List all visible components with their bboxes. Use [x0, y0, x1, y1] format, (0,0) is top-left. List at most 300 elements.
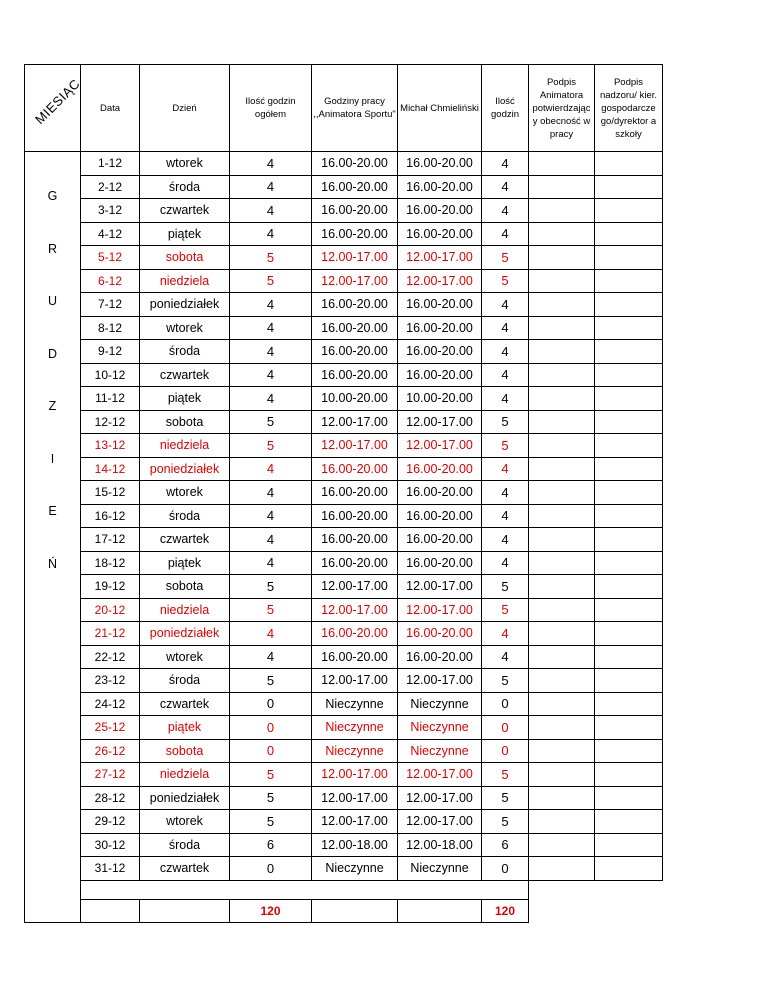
date-cell: 19-12 — [81, 575, 140, 599]
table-row — [25, 269, 663, 293]
person-hours-cell: 12.00-17.00 — [398, 763, 482, 787]
person-hours-cell: 12.00-18.00 — [398, 833, 482, 857]
table-row — [25, 551, 663, 575]
hours-count-cell: 0 — [482, 857, 529, 881]
hours-total-cell: 5 — [230, 598, 312, 622]
date-cell: 26-12 — [81, 739, 140, 763]
hours-count-cell: 5 — [482, 763, 529, 787]
table-row — [25, 669, 663, 693]
person-hours-cell: 16.00-20.00 — [398, 457, 482, 481]
table-row — [25, 387, 663, 411]
supervisor-signature-cell — [595, 669, 663, 693]
table-row — [25, 833, 663, 857]
date-cell: 18-12 — [81, 551, 140, 575]
supervisor-signature-cell — [595, 316, 663, 340]
hours-count-cell: 4 — [482, 340, 529, 364]
work-hours-cell: 16.00-20.00 — [312, 645, 398, 669]
work-hours-cell: 16.00-20.00 — [312, 340, 398, 364]
timesheet-table — [24, 64, 663, 923]
day-cell: wtorek — [140, 481, 230, 505]
blank-cell — [81, 880, 529, 899]
table-row — [25, 716, 663, 740]
hours-total-cell: 4 — [230, 152, 312, 176]
table-row — [25, 434, 663, 458]
person-hours-cell: Nieczynne — [398, 739, 482, 763]
person-hours-cell: Nieczynne — [398, 692, 482, 716]
supervisor-signature-cell — [595, 293, 663, 317]
hours-total-cell: 0 — [230, 716, 312, 740]
hours-count-cell: 4 — [482, 316, 529, 340]
work-hours-cell: 16.00-20.00 — [312, 504, 398, 528]
date-cell: 7-12 — [81, 293, 140, 317]
month-header-label: MIESIĄC — [32, 76, 83, 127]
work-hours-cell: 12.00-17.00 — [312, 763, 398, 787]
supervisor-signature-cell — [595, 504, 663, 528]
date-cell: 22-12 — [81, 645, 140, 669]
day-cell: środa — [140, 833, 230, 857]
person-hours-cell: Nieczynne — [398, 857, 482, 881]
table-row — [25, 645, 663, 669]
supervisor-signature-cell — [595, 575, 663, 599]
day-cell: niedziela — [140, 434, 230, 458]
hours-total-cell: 4 — [230, 363, 312, 387]
person-hours-cell: 16.00-20.00 — [398, 222, 482, 246]
day-cell: czwartek — [140, 363, 230, 387]
animator-signature-cell — [529, 246, 595, 270]
date-cell: 10-12 — [81, 363, 140, 387]
person-header: Michał Chmieliński — [398, 65, 482, 152]
work-hours-cell: 16.00-20.00 — [312, 152, 398, 176]
day-cell: piątek — [140, 716, 230, 740]
person-hours-cell: Nieczynne — [398, 716, 482, 740]
supervisor-signature-cell — [595, 222, 663, 246]
total-count-cell: 120 — [482, 899, 529, 922]
hours-count-cell: 6 — [482, 833, 529, 857]
person-hours-cell: 12.00-17.00 — [398, 410, 482, 434]
date-cell: 5-12 — [81, 246, 140, 270]
animator-signature-cell — [529, 716, 595, 740]
hours-count-cell: 4 — [482, 622, 529, 646]
hours-count-cell: 5 — [482, 434, 529, 458]
day-cell: czwartek — [140, 528, 230, 552]
day-cell: poniedziałek — [140, 622, 230, 646]
work-hours-cell: 12.00-17.00 — [312, 786, 398, 810]
animator-signature-cell — [529, 598, 595, 622]
animator-signature-cell — [529, 504, 595, 528]
work-hours-cell: 12.00-17.00 — [312, 434, 398, 458]
animator-signature-cell — [529, 457, 595, 481]
hours-total-cell: 0 — [230, 692, 312, 716]
hours-total-cell: 4 — [230, 645, 312, 669]
total-hours-cell: 120 — [230, 899, 312, 922]
animator-signature-cell — [529, 810, 595, 834]
supervisor-signature-cell — [595, 340, 663, 364]
hours-count-cell: 4 — [482, 222, 529, 246]
work-hours-cell: 16.00-20.00 — [312, 293, 398, 317]
date-cell: 24-12 — [81, 692, 140, 716]
day-cell: niedziela — [140, 269, 230, 293]
hours-total-cell: 4 — [230, 622, 312, 646]
month-name-vertical — [25, 152, 81, 923]
blank-row — [25, 880, 663, 899]
header-row — [25, 65, 663, 152]
animator-signature-cell — [529, 340, 595, 364]
hours-count-cell: 5 — [482, 598, 529, 622]
day-cell: środa — [140, 669, 230, 693]
day-header: Dzień — [140, 65, 230, 152]
hours-count-header: Ilość godzin — [482, 65, 529, 152]
date-cell: 11-12 — [81, 387, 140, 411]
hours-count-cell: 4 — [482, 199, 529, 223]
hours-total-cell: 5 — [230, 246, 312, 270]
supervisor-signature-cell — [595, 810, 663, 834]
day-cell: niedziela — [140, 763, 230, 787]
hours-total-cell: 6 — [230, 833, 312, 857]
table-row — [25, 692, 663, 716]
person-hours-cell: 12.00-17.00 — [398, 810, 482, 834]
work-hours-cell: 12.00-17.00 — [312, 575, 398, 599]
date-cell: 14-12 — [81, 457, 140, 481]
animator-signature-cell — [529, 692, 595, 716]
hours-count-cell: 0 — [482, 692, 529, 716]
date-cell: 21-12 — [81, 622, 140, 646]
supervisor-signature-cell — [595, 152, 663, 176]
person-hours-cell: 12.00-17.00 — [398, 269, 482, 293]
table-row — [25, 575, 663, 599]
month-header — [25, 65, 81, 152]
hours-total-cell: 0 — [230, 857, 312, 881]
person-hours-cell: 16.00-20.00 — [398, 340, 482, 364]
hours-count-cell: 5 — [482, 669, 529, 693]
work-hours-cell: Nieczynne — [312, 692, 398, 716]
person-hours-cell: 16.00-20.00 — [398, 316, 482, 340]
work-hours-cell: 12.00-17.00 — [312, 598, 398, 622]
hours-count-cell: 5 — [482, 810, 529, 834]
hours-count-cell: 4 — [482, 457, 529, 481]
work-hours-cell: 16.00-20.00 — [312, 622, 398, 646]
hours-count-cell: 4 — [482, 152, 529, 176]
work-hours-cell: 16.00-20.00 — [312, 316, 398, 340]
table-row — [25, 481, 663, 505]
hours-total-cell: 4 — [230, 222, 312, 246]
day-cell: czwartek — [140, 857, 230, 881]
hours-count-cell: 4 — [482, 645, 529, 669]
person-hours-cell: 12.00-17.00 — [398, 246, 482, 270]
person-hours-cell: 16.00-20.00 — [398, 645, 482, 669]
work-hours-cell: 16.00-20.00 — [312, 199, 398, 223]
supervisor-signature-cell — [595, 622, 663, 646]
table-row — [25, 739, 663, 763]
day-cell: wtorek — [140, 316, 230, 340]
person-hours-cell: 12.00-17.00 — [398, 575, 482, 599]
work-hours-cell: 16.00-20.00 — [312, 528, 398, 552]
day-cell: poniedziałek — [140, 457, 230, 481]
table-row — [25, 363, 663, 387]
supervisor-signature-cell — [595, 457, 663, 481]
date-cell: 23-12 — [81, 669, 140, 693]
hours-count-cell: 5 — [482, 246, 529, 270]
hours-count-cell: 4 — [482, 363, 529, 387]
work-hours-cell: 12.00-17.00 — [312, 410, 398, 434]
table-row — [25, 810, 663, 834]
day-cell: sobota — [140, 410, 230, 434]
hours-count-cell: 4 — [482, 387, 529, 411]
date-cell: 20-12 — [81, 598, 140, 622]
date-cell: 6-12 — [81, 269, 140, 293]
hours-total-cell: 4 — [230, 175, 312, 199]
person-hours-cell: 12.00-17.00 — [398, 786, 482, 810]
animator-signature-cell — [529, 222, 595, 246]
month-letter: D — [47, 346, 58, 361]
person-hours-cell: 12.00-17.00 — [398, 598, 482, 622]
animator-signature-cell — [529, 316, 595, 340]
hours-total-cell: 4 — [230, 199, 312, 223]
person-hours-cell: 16.00-20.00 — [398, 293, 482, 317]
date-cell: 17-12 — [81, 528, 140, 552]
day-cell: środa — [140, 340, 230, 364]
table-row — [25, 152, 663, 176]
person-hours-cell: 16.00-20.00 — [398, 504, 482, 528]
table-row — [25, 340, 663, 364]
day-cell: czwartek — [140, 692, 230, 716]
hours-count-cell: 4 — [482, 504, 529, 528]
animator-signature-cell — [529, 175, 595, 199]
hours-count-cell: 4 — [482, 528, 529, 552]
supervisor-signature-cell — [595, 528, 663, 552]
supervisor-signature-cell — [595, 363, 663, 387]
supervisor-signature-cell — [595, 410, 663, 434]
supervisor-signature-header: Podpis nadzoru/ kier. gospodarcze go/dyrektor a szkoły — [595, 65, 663, 152]
person-hours-cell: 16.00-20.00 — [398, 152, 482, 176]
hours-count-cell: 4 — [482, 293, 529, 317]
work-hours-cell: 16.00-20.00 — [312, 363, 398, 387]
day-cell: środa — [140, 175, 230, 199]
hours-total-cell: 4 — [230, 551, 312, 575]
hours-count-cell: 4 — [482, 175, 529, 199]
date-cell: 2-12 — [81, 175, 140, 199]
hours-total-cell: 5 — [230, 575, 312, 599]
animator-signature-cell — [529, 833, 595, 857]
work-hours-cell: 12.00-17.00 — [312, 246, 398, 270]
supervisor-signature-cell — [595, 739, 663, 763]
table-row — [25, 175, 663, 199]
animator-signature-cell — [529, 669, 595, 693]
hours-count-cell: 5 — [482, 575, 529, 599]
hours-total-cell: 5 — [230, 786, 312, 810]
table-row — [25, 857, 663, 881]
supervisor-signature-cell — [595, 645, 663, 669]
date-cell: 13-12 — [81, 434, 140, 458]
hours-total-cell: 5 — [230, 434, 312, 458]
date-cell: 27-12 — [81, 763, 140, 787]
month-letter: G — [47, 189, 58, 203]
work-hours-cell: Nieczynne — [312, 857, 398, 881]
animator-signature-cell — [529, 199, 595, 223]
work-hours-cell: 12.00-17.00 — [312, 810, 398, 834]
date-header: Data — [81, 65, 140, 152]
hours-total-cell: 4 — [230, 504, 312, 528]
table-row — [25, 763, 663, 787]
table-row — [25, 316, 663, 340]
animator-signature-cell — [529, 786, 595, 810]
supervisor-signature-cell — [595, 833, 663, 857]
date-cell: 9-12 — [81, 340, 140, 364]
animator-signature-cell — [529, 739, 595, 763]
table-row — [25, 410, 663, 434]
person-hours-cell: 12.00-17.00 — [398, 434, 482, 458]
supervisor-signature-cell — [595, 551, 663, 575]
work-hours-cell: 12.00-17.00 — [312, 269, 398, 293]
totals-day-cell — [140, 899, 230, 922]
work-hours-cell: 16.00-20.00 — [312, 481, 398, 505]
table-row — [25, 598, 663, 622]
totals-row — [25, 899, 663, 922]
animator-signature-cell — [529, 575, 595, 599]
table-row — [25, 786, 663, 810]
work-hours-cell: 10.00-20.00 — [312, 387, 398, 411]
hours-total-cell: 0 — [230, 739, 312, 763]
work-hours-cell: Nieczynne — [312, 739, 398, 763]
day-cell: piątek — [140, 551, 230, 575]
day-cell: czwartek — [140, 199, 230, 223]
work-hours-cell: 12.00-17.00 — [312, 669, 398, 693]
person-hours-cell: 16.00-20.00 — [398, 528, 482, 552]
day-cell: niedziela — [140, 598, 230, 622]
day-cell: poniedziałek — [140, 786, 230, 810]
animator-signature-cell — [529, 528, 595, 552]
date-cell: 15-12 — [81, 481, 140, 505]
date-cell: 28-12 — [81, 786, 140, 810]
animator-signature-cell — [529, 387, 595, 411]
supervisor-signature-cell — [595, 692, 663, 716]
animator-signature-header: Podpis Animatora potwierdzając y obecność w pracy — [529, 65, 595, 152]
supervisor-signature-cell — [595, 199, 663, 223]
work-hours-header: Godziny pracy ,,Animatora Sportu" — [312, 65, 398, 152]
day-cell: poniedziałek — [140, 293, 230, 317]
supervisor-signature-cell — [595, 246, 663, 270]
hours-count-cell: 4 — [482, 551, 529, 575]
work-hours-cell: Nieczynne — [312, 716, 398, 740]
person-hours-cell: 16.00-20.00 — [398, 551, 482, 575]
day-cell: wtorek — [140, 810, 230, 834]
hours-total-cell: 4 — [230, 387, 312, 411]
date-cell: 29-12 — [81, 810, 140, 834]
person-hours-cell: 16.00-20.00 — [398, 622, 482, 646]
day-cell: sobota — [140, 246, 230, 270]
day-cell: wtorek — [140, 645, 230, 669]
day-cell: wtorek — [140, 152, 230, 176]
animator-signature-cell — [529, 269, 595, 293]
blank-cell-outside — [529, 880, 663, 899]
day-cell: sobota — [140, 739, 230, 763]
supervisor-signature-cell — [595, 269, 663, 293]
hours-total-cell: 5 — [230, 669, 312, 693]
supervisor-signature-cell — [595, 481, 663, 505]
day-cell: sobota — [140, 575, 230, 599]
supervisor-signature-cell — [595, 716, 663, 740]
work-hours-cell: 16.00-20.00 — [312, 457, 398, 481]
hours-total-cell: 5 — [230, 269, 312, 293]
hours-total-header: Ilość godzin ogółem — [230, 65, 312, 152]
animator-signature-cell — [529, 434, 595, 458]
totals-person-cell — [398, 899, 482, 922]
date-cell: 3-12 — [81, 199, 140, 223]
hours-total-cell: 5 — [230, 810, 312, 834]
supervisor-signature-cell — [595, 786, 663, 810]
animator-signature-cell — [529, 551, 595, 575]
table-row — [25, 457, 663, 481]
totals-work-hours-cell — [312, 899, 398, 922]
work-hours-cell: 12.00-18.00 — [312, 833, 398, 857]
date-cell: 4-12 — [81, 222, 140, 246]
day-cell: piątek — [140, 222, 230, 246]
day-cell: piątek — [140, 387, 230, 411]
hours-total-cell: 5 — [230, 763, 312, 787]
hours-count-cell: 0 — [482, 739, 529, 763]
hours-count-cell: 5 — [482, 410, 529, 434]
supervisor-signature-cell — [595, 598, 663, 622]
work-hours-cell: 16.00-20.00 — [312, 551, 398, 575]
animator-signature-cell — [529, 363, 595, 387]
date-cell: 8-12 — [81, 316, 140, 340]
hours-total-cell: 4 — [230, 316, 312, 340]
timesheet — [24, 64, 663, 923]
date-cell: 1-12 — [81, 152, 140, 176]
hours-total-cell: 4 — [230, 457, 312, 481]
hours-total-cell: 4 — [230, 340, 312, 364]
animator-signature-cell — [529, 410, 595, 434]
month-letter: E — [48, 504, 57, 518]
animator-signature-cell — [529, 645, 595, 669]
month-letter: Z — [48, 399, 57, 413]
animator-signature-cell — [529, 481, 595, 505]
table-row — [25, 528, 663, 552]
month-letter: Ń — [47, 556, 58, 571]
month-letter: I — [50, 451, 55, 466]
person-hours-cell: 16.00-20.00 — [398, 175, 482, 199]
person-hours-cell: 10.00-20.00 — [398, 387, 482, 411]
date-cell: 30-12 — [81, 833, 140, 857]
person-hours-cell: 12.00-17.00 — [398, 669, 482, 693]
hours-count-cell: 4 — [482, 481, 529, 505]
animator-signature-cell — [529, 857, 595, 881]
table-row — [25, 622, 663, 646]
table-row — [25, 293, 663, 317]
table-row — [25, 199, 663, 223]
table-row — [25, 246, 663, 270]
work-hours-cell: 16.00-20.00 — [312, 175, 398, 199]
date-cell: 25-12 — [81, 716, 140, 740]
person-hours-cell: 16.00-20.00 — [398, 199, 482, 223]
supervisor-signature-cell — [595, 434, 663, 458]
hours-total-cell: 4 — [230, 528, 312, 552]
month-letter: U — [47, 294, 58, 308]
person-hours-cell: 16.00-20.00 — [398, 481, 482, 505]
hours-count-cell: 5 — [482, 786, 529, 810]
animator-signature-cell — [529, 152, 595, 176]
person-hours-cell: 16.00-20.00 — [398, 363, 482, 387]
supervisor-signature-cell — [595, 857, 663, 881]
date-cell: 31-12 — [81, 857, 140, 881]
supervisor-signature-cell — [595, 175, 663, 199]
hours-total-cell: 5 — [230, 410, 312, 434]
day-cell: środa — [140, 504, 230, 528]
hours-total-cell: 4 — [230, 293, 312, 317]
date-cell: 12-12 — [81, 410, 140, 434]
table-row — [25, 222, 663, 246]
animator-signature-cell — [529, 293, 595, 317]
totals-date-cell — [81, 899, 140, 922]
